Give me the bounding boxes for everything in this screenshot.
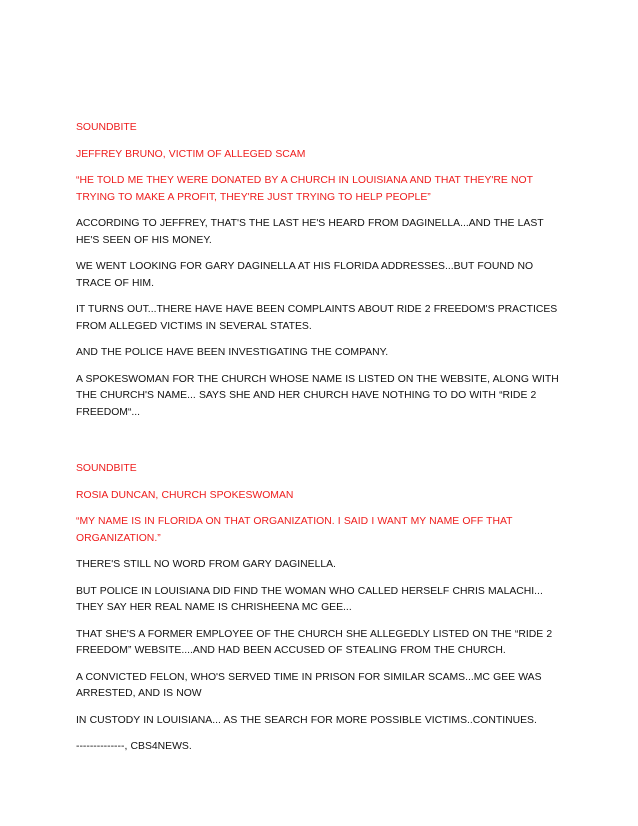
sign-off-line: --------------, CBS4NEWS.: [76, 741, 192, 752]
narration-paragraph: IT TURNS OUT...THERE HAVE HAVE BEEN COMPLAINTS ABOUT RIDE 2 FREEDOM'S PRACTICES FROM ALLEGED VICTIMS IN SEVERAL STATES.: [76, 304, 558, 332]
section-spacer: [76, 431, 566, 461]
narration-paragraph: BUT POLICE IN LOUISIANA DID FIND THE WOMAN WHO CALLED HERSELF CHRIS MALACHI... THEY SAY HER REAL NAME IS CHRISHEENA MC GEE...: [76, 585, 543, 613]
narration-paragraph: THAT SHE'S A FORMER EMPLOYEE OF THE CHURCH SHE ALLEGEDLY LISTED ON THE “RIDE 2 FREEDOM” WEBSITE....AND HAD BEEN ACCUSED OF STEALING FROM THE CHURCH.: [76, 628, 553, 656]
narration-paragraph: IN CUSTODY IN LOUISIANA... AS THE SEARCH FOR MORE POSSIBLE VICTIMS..CONTINUES.: [76, 714, 537, 726]
narration-paragraph: A CONVICTED FELON, WHO'S SERVED TIME IN PRISON FOR SIMILAR SCAMS...MC GEE WAS ARRESTED, AND IS NOW: [76, 671, 542, 699]
narration-paragraph: AND THE POLICE HAVE BEEN INVESTIGATING THE COMPANY.: [76, 347, 389, 358]
soundbite-quote-2: “MY NAME IS IN FLORIDA ON THAT ORGANIZATION. I SAID I WANT MY NAME OFF THAT ORGANIZATION.”: [76, 516, 513, 544]
narration-paragraph: A SPOKESWOMAN FOR THE CHURCH WHOSE NAME IS LISTED ON THE WEBSITE, ALONG WITH THE CHURCH'S NAME... SAYS SHE AND HER CHURCH HAVE NOTHING TO DO WITH “RIDE 2 FREEDOM“...: [76, 373, 559, 418]
soundbite-label-1: SOUNDBITE: [76, 122, 137, 133]
narration-paragraph: ACCORDING TO JEFFREY, THAT'S THE LAST HE'S HEARD FROM DAGINELLA...AND THE LAST HE'S SEEN OF HIS MONEY.: [76, 218, 544, 246]
narration-paragraph: WE WENT LOOKING FOR GARY DAGINELLA AT HIS FLORIDA ADDRESSES...BUT FOUND NO TRACE OF HIM.: [76, 261, 534, 289]
soundbite-quote-1: “HE TOLD ME THEY WERE DONATED BY A CHURCH IN LOUISIANA AND THAT THEY'RE NOT TRYING TO MAKE A PROFIT, THEY'RE JUST TRYING TO HELP PEOPLE”: [76, 175, 533, 203]
speaker-caption-2: ROSIA DUNCAN, CHURCH SPOKESWOMAN: [76, 489, 294, 501]
soundbite-label-2: SOUNDBITE: [76, 463, 137, 474]
script-body: [76, 120, 566, 766]
narration-paragraph: THERE'S STILL NO WORD FROM GARY DAGINELLA.: [76, 559, 336, 570]
speaker-caption-1: JEFFREY BRUNO, VICTIM OF ALLEGED SCAM: [76, 148, 306, 160]
